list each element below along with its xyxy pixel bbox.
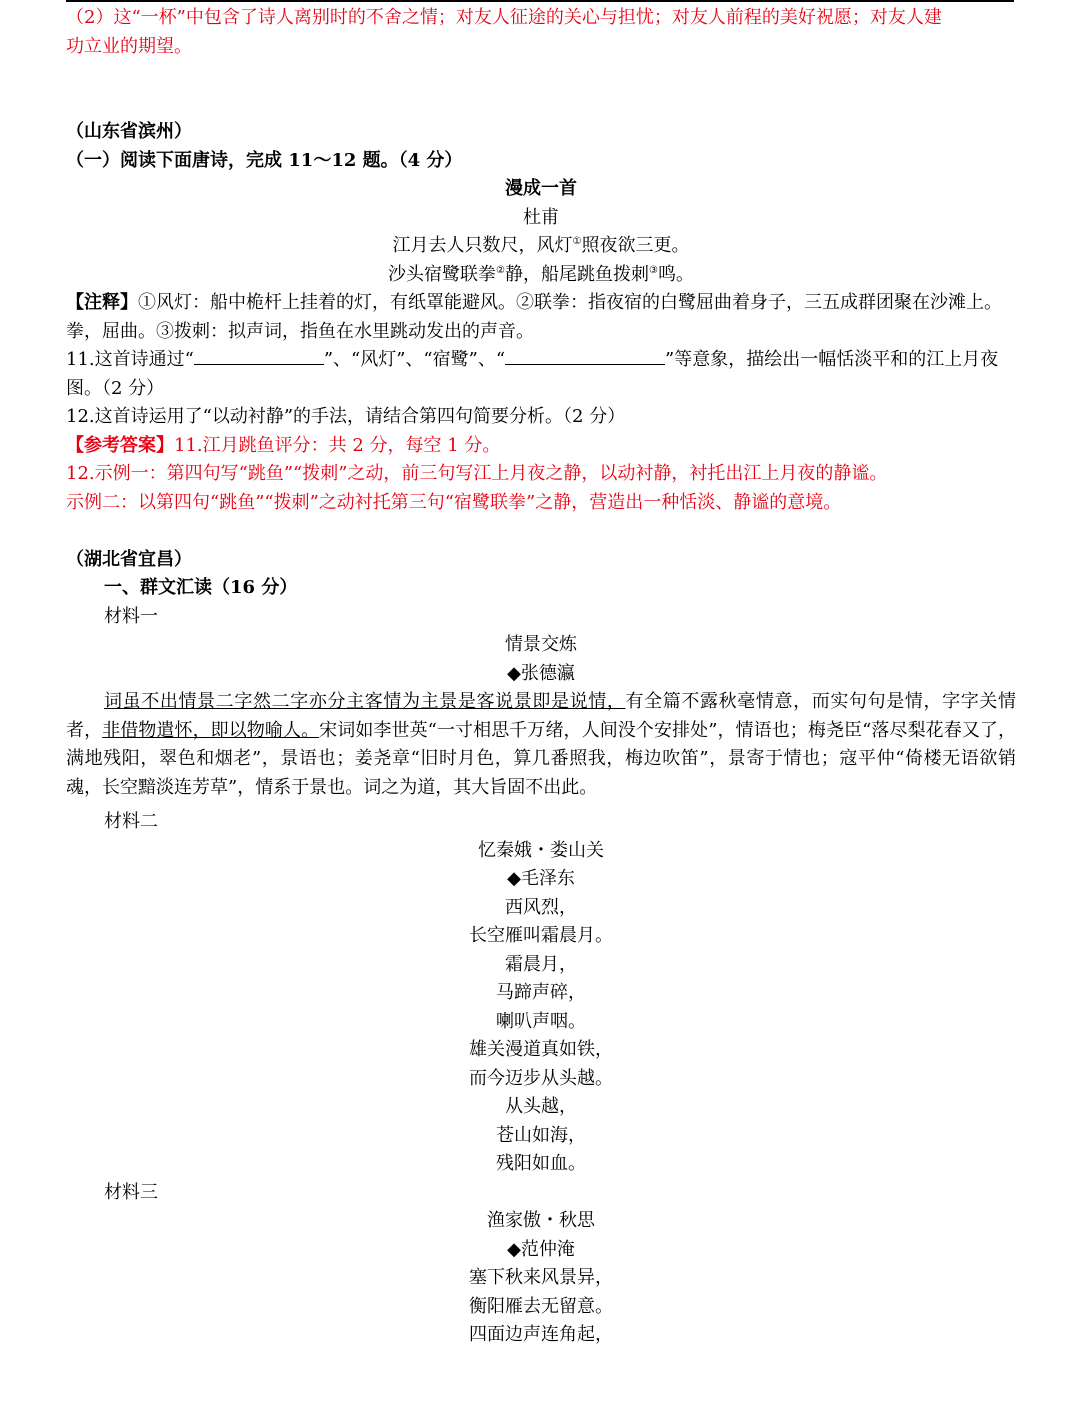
- material-3-author: ◆范仲淹: [507, 1238, 575, 1260]
- material-3-title: 渔家傲・秋思: [487, 1210, 595, 1231]
- question-11: 11.这首诗通过“ ”、“风灯”、“宿鹭”、“ ”等意象，描绘出一幅恬淡平和的江上月夜图。（2 分）: [66, 346, 1016, 403]
- poem-line-1: 江月去人只数尺，风灯①照夜欲三更。: [392, 235, 690, 256]
- section1-region: （山东省滨州）: [66, 121, 192, 142]
- poem-2-line: 长空雁叫霜晨月。: [469, 925, 613, 946]
- poem-2-line: 从头越，: [505, 1096, 577, 1117]
- answer-prev-line1: （2）这“一杯”中包含了诗人离别时的不舍之情；对友人征途的关心与担忧；对友人前程的美好祝愿；对友人建: [66, 7, 942, 28]
- material-1-author: ◆张德瀛: [507, 662, 575, 684]
- material-1-label: 材料一: [104, 605, 158, 627]
- material-3-label: 材料三: [104, 1181, 158, 1203]
- poem-author: 杜甫: [523, 206, 559, 228]
- answer-12-example1: 12.示例一：第四句写“跳鱼”“拨刺”之动，前三句写江上月夜之静，以动衬静，衬托出江上月夜的静谧。: [66, 463, 888, 484]
- poem-notes: 【注释】①风灯：船中桅杆上挂着的灯，有纸罩能避风。②联拳：指夜宿的白鹭屈曲着身子，三五成群团聚在沙滩上。拳，屈曲。③拨刺：拟声词，指鱼在水里跳动发出的声音。: [66, 292, 1002, 342]
- material-2-author: ◆毛泽东: [507, 868, 575, 889]
- poem-line-2: 沙头宿鹭联拳②静，船尾跳鱼拨刺③鸣。: [388, 263, 694, 285]
- material-1-paragraph: 词虽不出情景二字然二字亦分主客情为主景是客说景即是说情，有全篇不露秋毫情意，而实句句是情，字字关情者，非借物遣怀，即以物喻人。宋词如李世英“一寸相思千万绪，人间没个安排处”，情语也；梅尧臣“落尽梨花春又了，满地残阳，翠色和烟老”，景语也；姜尧章“旧时月色，算几番照我，梅边吹笛”，景寄于情也；寇平仲“倚楼无语欲销魂，长空黯淡连芳草”，情系于景也。词之为道，其大旨固不出此。: [66, 691, 1017, 798]
- poem-2-line: 霜晨月，: [505, 953, 577, 975]
- poem-3-line: 衡阳雁去无留意。: [469, 1295, 613, 1317]
- poem-2-line: 苍山如海，: [496, 1124, 586, 1146]
- poem-2-line: 而今迈步从头越。: [469, 1067, 613, 1089]
- poem-title: 漫成一首: [505, 178, 577, 199]
- answer-prev-line2: 功立业的期望。: [66, 35, 192, 57]
- poem-2-line: 西风烈，: [505, 896, 577, 918]
- material-2-title: 忆秦娥・娄山关: [478, 839, 604, 861]
- question-12: 12.这首诗运用了“以动衬静”的手法，请结合第四句简要分析。（2 分）: [66, 406, 626, 427]
- material-1-title: 情景交炼: [505, 634, 577, 655]
- answer-12-example2: 示例二：以第四句“跳鱼”“拨刺”之动衬托第三句“宿鹭联拳”之静，营造出一种恬淡、静谧的意境。: [66, 491, 842, 513]
- poem-3-line: 四面边声连角起，: [469, 1324, 613, 1345]
- poem-2-line: 残阳如血。: [496, 1153, 586, 1174]
- poem-2-line: 雄关漫道真如铁，: [469, 1039, 613, 1060]
- section1-instruction: （一）阅读下面唐诗，完成 11～12 题。（4 分）: [66, 149, 463, 171]
- answer-11: 【参考答案】11.江月跳鱼评分：共 2 分，每空 1 分。: [66, 434, 501, 456]
- section2-region: （湖北省宜昌）: [66, 548, 192, 570]
- top-rule: [66, 0, 1014, 2]
- poem-3-line: 塞下秋来风景异，: [469, 1267, 613, 1288]
- section2-heading: 一、群文汇读（16 分）: [104, 577, 298, 598]
- poem-2-line: 马蹄声碎，: [496, 982, 586, 1003]
- poem-2-line: 喇叭声咽。: [496, 1010, 586, 1032]
- material-2-label: 材料二: [104, 811, 158, 832]
- answer-blank-2[interactable]: [505, 346, 665, 365]
- answer-blank-1[interactable]: [194, 346, 324, 365]
- document-page: [66, 4, 1016, 1350]
